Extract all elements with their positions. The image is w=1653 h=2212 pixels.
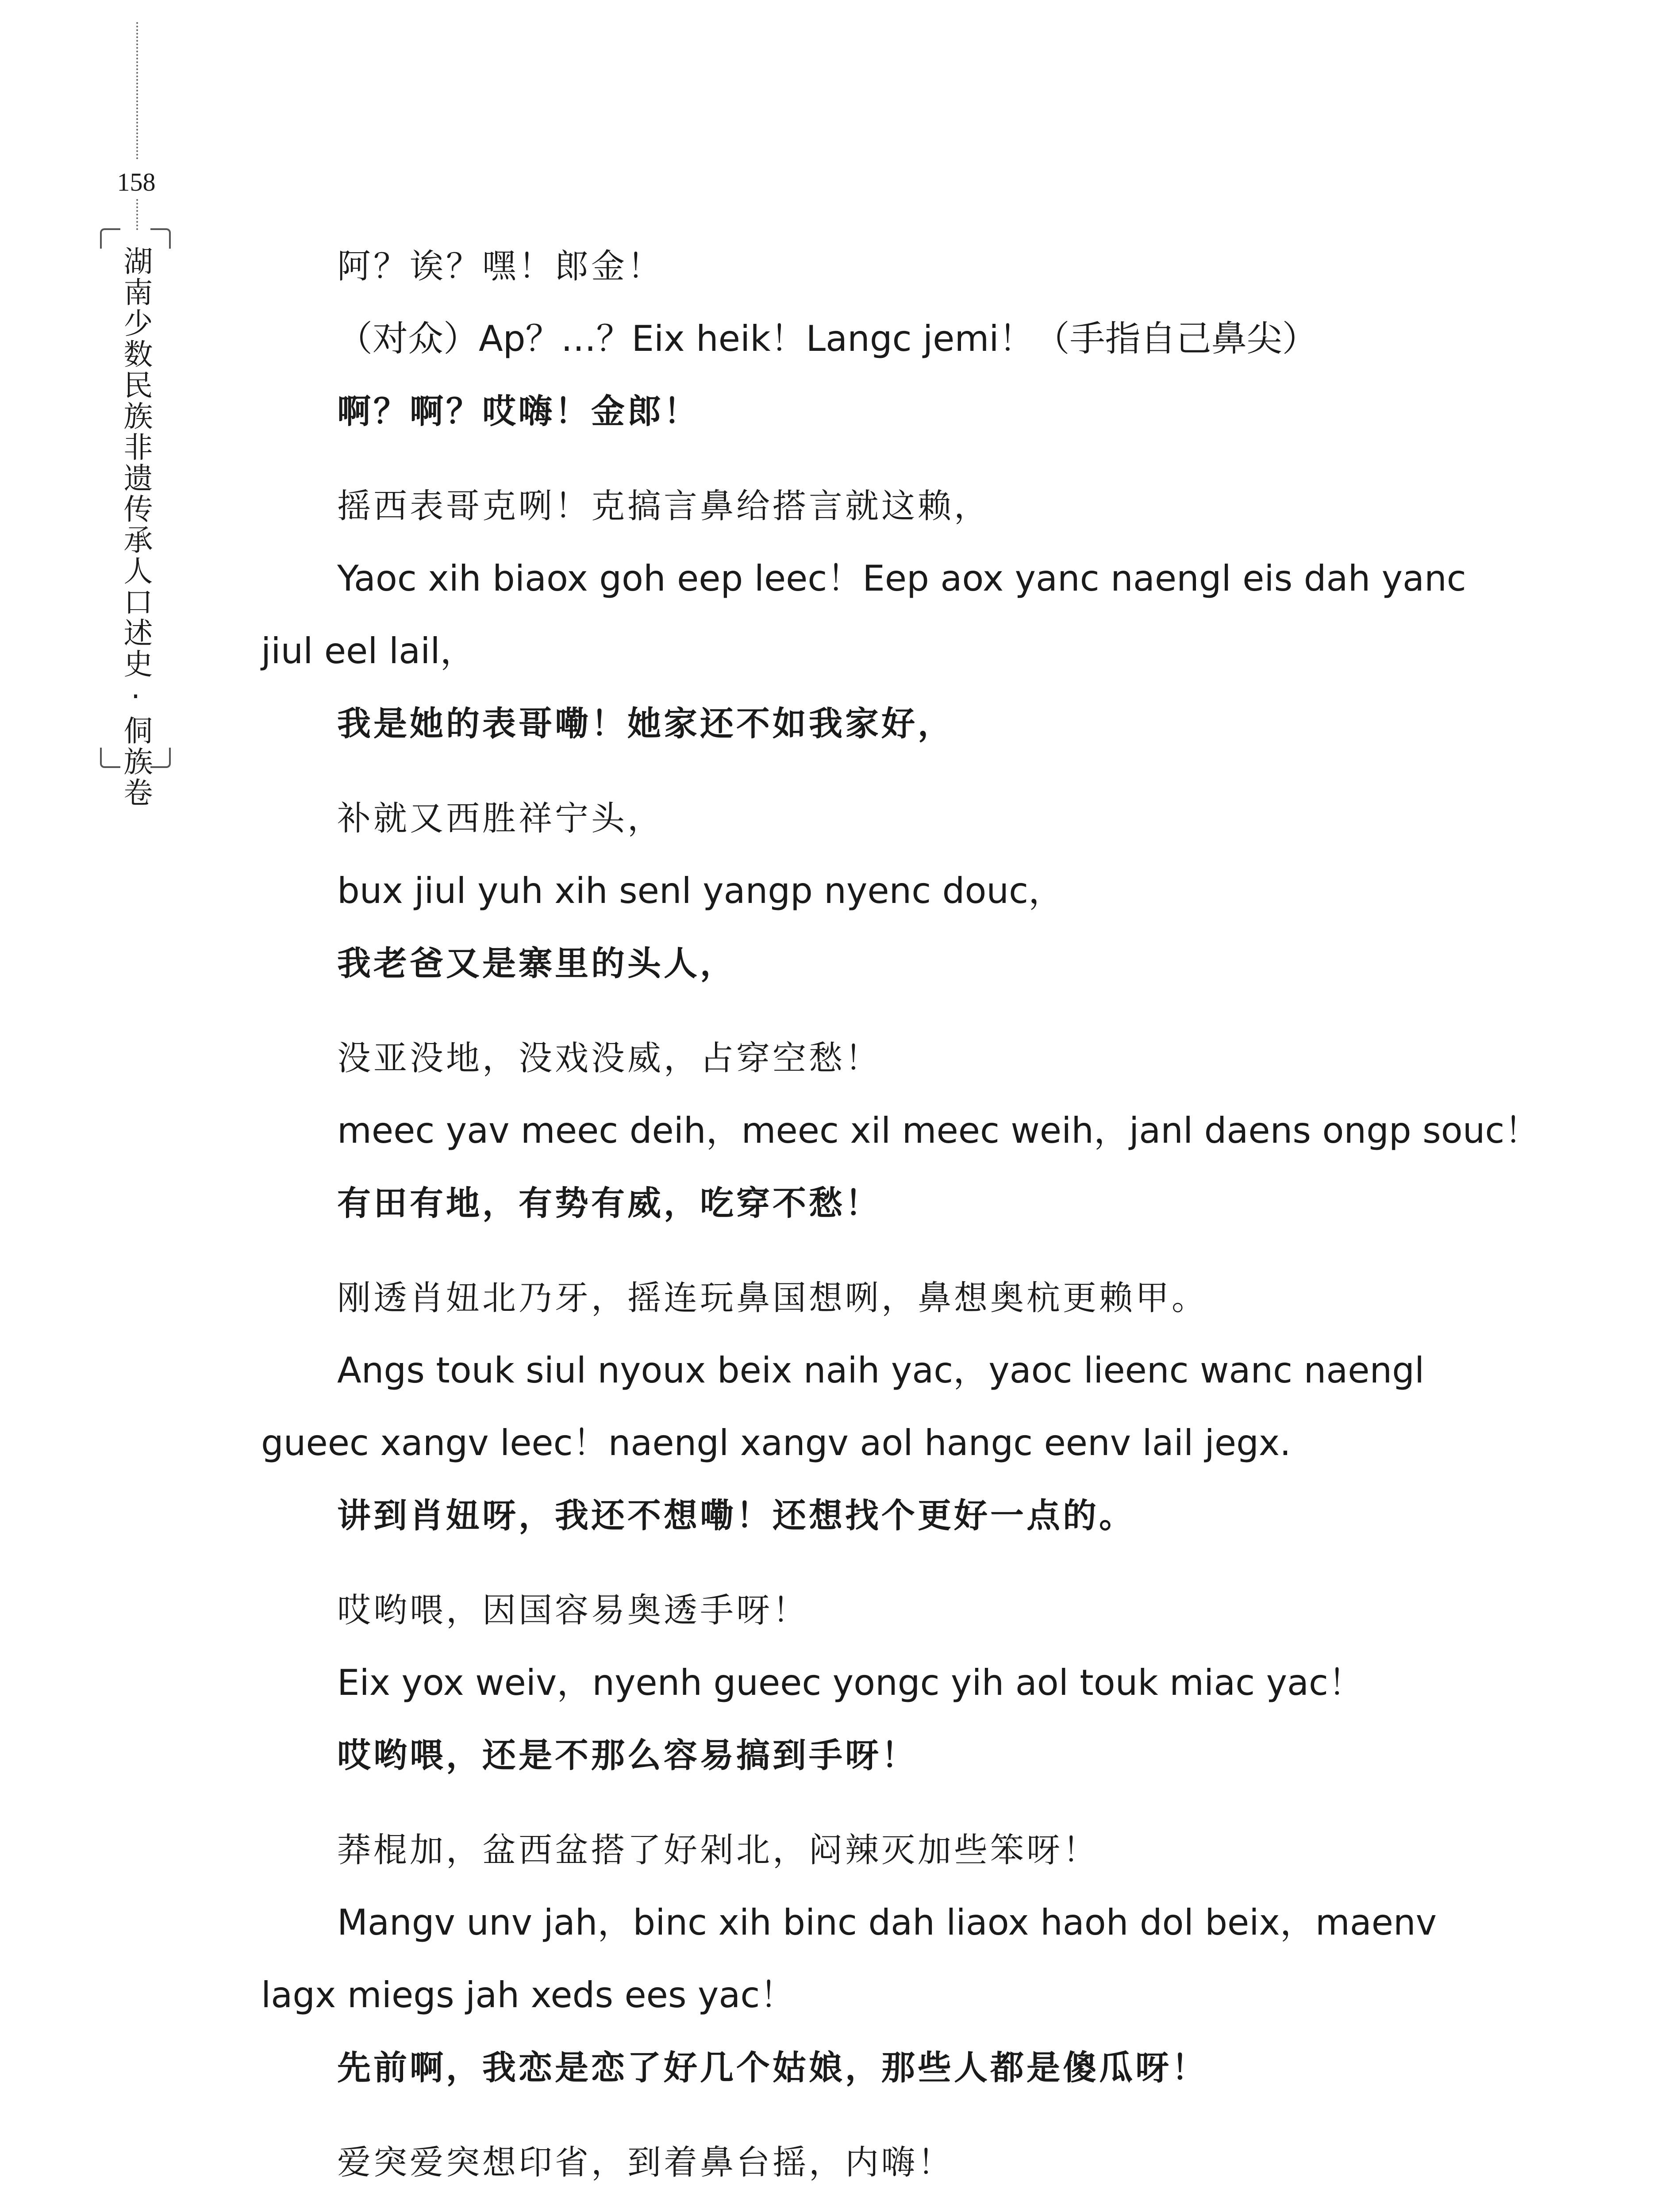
- margin-rule-top: [136, 22, 138, 159]
- stanza: [261, 1574, 1473, 1792]
- stanza: [261, 1814, 1473, 2104]
- stanza: [261, 2126, 1473, 2199]
- chinese-translation-line: 我是她的表哥嘞！她家还不如我家好，: [337, 704, 954, 743]
- margin-rule-middle: [136, 199, 138, 230]
- stanza: [261, 1262, 1473, 1552]
- romanized-dong-line: Angs touk siul nyoux beix naih yac，yaoc lieenc wanc naengl gueec xangv leec！naengl xangv aol hangc eenv lail jegx.: [261, 1350, 1425, 1463]
- romanized-dong-line: Mangv unv jah，binc xih binc dah liaox haoh dol beix，maenv lagx miegs jah xeds ees yac！: [261, 1902, 1437, 2016]
- page-number: 158: [117, 168, 156, 196]
- dong-transcription-line: 刚透肖妞北乃牙，摇连玩鼻国想咧，鼻想奥杭更赖甲。: [337, 1278, 1208, 1317]
- dong-transcription-line: 爱突爱突想印省，到着鼻台摇，内嗨！: [337, 2143, 954, 2182]
- dong-transcription-line: 莽棍加，盆西盆搭了好剁北，闷辣灭加些笨呀！: [337, 1830, 1099, 1870]
- dong-transcription-line: 没亚没地，没戏没威，占穿空愁！: [337, 1038, 881, 1078]
- romanized-dong-line: Yaoc xih biaox goh eep leec！Eep aox yanc naengl eis dah yanc jiul eel lail，: [261, 558, 1466, 672]
- chinese-translation-line: 哎哟喂，还是不那么容易搞到手呀！: [337, 1736, 918, 1775]
- stanza: [261, 782, 1473, 1000]
- side-book-title: 湖南少数民族非遗传承人口述史·侗族卷: [119, 246, 153, 808]
- romanized-dong-line: Eix yox weiv，nyenh gueec yongc yih aol touk miac yac！: [337, 1662, 1364, 1703]
- frame-corner-bottom-right: [150, 748, 171, 768]
- chinese-translation-line: 讲到肖妞呀，我还不想嘞！还想找个更好一点的。: [337, 1496, 1135, 1535]
- chinese-translation-line: 先前啊，我恋是恋了好几个姑娘，那些人都是傻瓜呀！: [337, 2048, 1208, 2087]
- dong-transcription-line: 阿？诶？嘿！郎金！: [337, 246, 664, 286]
- side-title-frame: [100, 228, 171, 808]
- song-text: [261, 230, 1540, 2212]
- dong-transcription-line: 哎哟喂，因国容易奥透手呀！: [337, 1590, 809, 1630]
- chinese-translation-line: 我老爸又是寨里的头人，: [337, 944, 736, 983]
- romanized-dong-line: meec yav meec deih，meec xil meec weih，janl daens ongp souc！: [337, 1110, 1540, 1151]
- dong-transcription-line: 摇西表哥克咧！克搞言鼻给搭言就这赖，: [337, 486, 990, 526]
- romanized-dong-line: （对众）Ap？…？Eix heik！Langc jemi！（手指自己鼻尖）: [337, 318, 1318, 359]
- chinese-translation-line: 有田有地，有势有威，吃穿不愁！: [337, 1183, 881, 1223]
- frame-corner-bottom-left: [100, 748, 120, 768]
- stanza: [261, 1022, 1540, 1240]
- stanza: [261, 230, 1473, 448]
- stanza: [261, 470, 1473, 760]
- dong-transcription-line: 补就又西胜祥宁头，: [337, 799, 664, 838]
- romanized-dong-line: bux jiul yuh xih senl yangp nyenc douc，: [337, 870, 1064, 911]
- chinese-translation-line: 啊？啊？哎嗨！金郎！: [337, 392, 700, 431]
